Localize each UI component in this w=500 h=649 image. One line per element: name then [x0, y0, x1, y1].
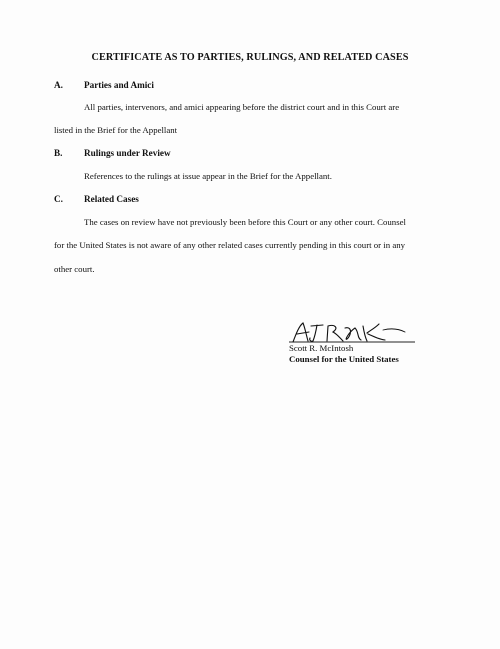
signer-role: Counsel for the United States	[289, 354, 399, 364]
section-c-letter: C.	[54, 194, 63, 204]
section-b-line-1: References to the rulings at issue appear in the Brief for the Appellant.	[84, 171, 332, 181]
section-a-line-2: listed in the Brief for the Appellant	[54, 125, 178, 135]
section-c-line-2: for the United States is not aware of any other related cases currently pending in this court or in any	[54, 240, 406, 250]
section-a-heading: Parties and Amici	[84, 80, 154, 90]
document-title: CERTIFICATE AS TO PARTIES, RULINGS, AND RELATED CASES	[91, 52, 409, 63]
section-c-heading: Related Cases	[84, 194, 139, 204]
signature-block	[287, 320, 427, 380]
section-c-line-3: other court.	[54, 264, 95, 274]
section-b-letter: B.	[54, 148, 63, 158]
section-a-line-1: All parties, intervenors, and amici appearing before the district court and in this Court are	[84, 102, 400, 112]
section-a-letter: A.	[54, 80, 63, 90]
signer-name: Scott R. McIntosh	[289, 343, 354, 353]
section-b-heading: Rulings under Review	[84, 148, 171, 158]
section-c-line-1: The cases on review have not previously been before this Court or any other court. Counsel	[84, 217, 406, 227]
